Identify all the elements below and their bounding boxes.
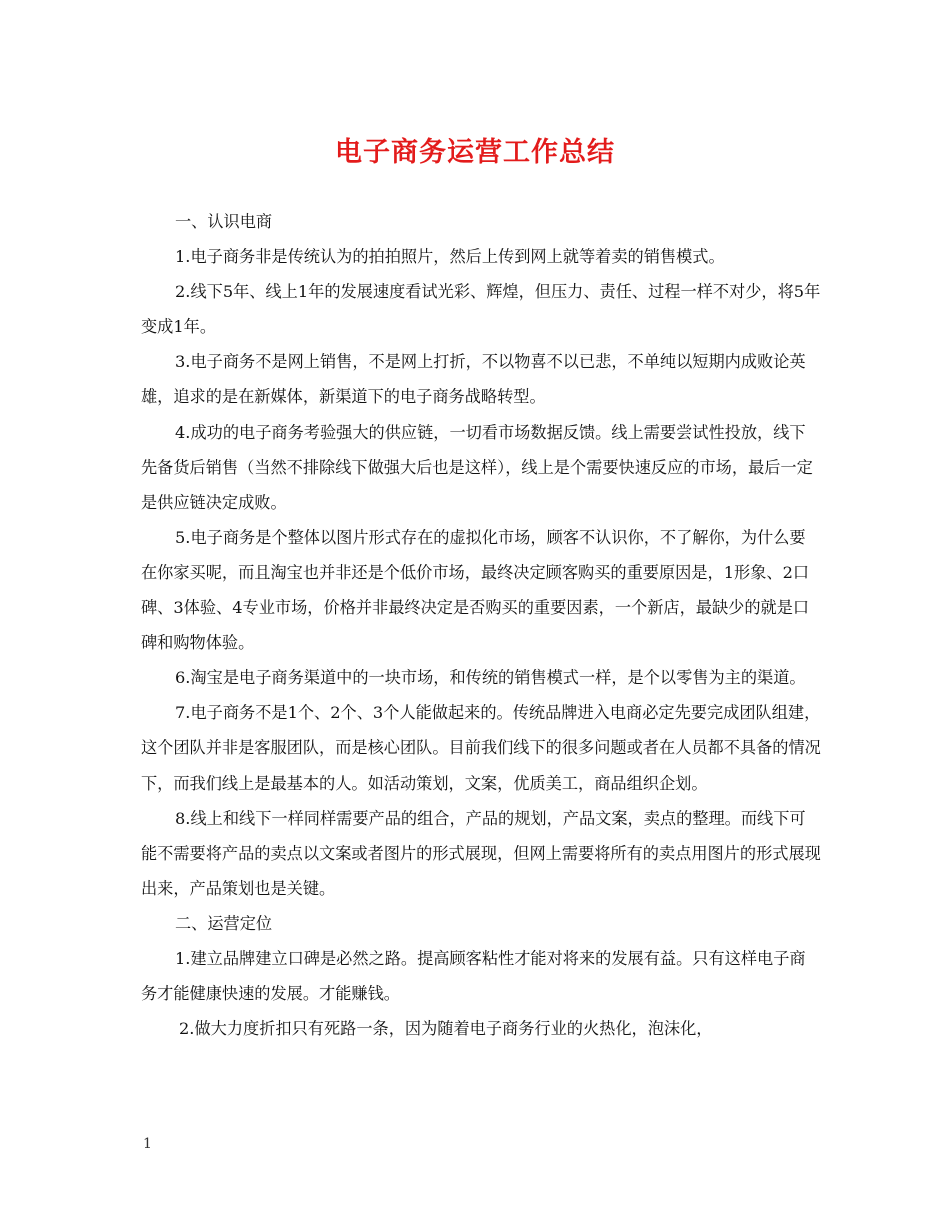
page-number: 1 bbox=[143, 1136, 152, 1152]
paragraph-1-8: 8.线上和线下一样同样需要产品的组合，产品的规划，产品文案，卖点的整理。而线下可能不需要将产品的卖点以文案或者图片的形式展现，但网上需要将所有的卖点用图片的形式展现出来，产品策划也是关键。 bbox=[141, 808, 821, 898]
paragraph-1-2: 2.线下5年、线上1年的发展速度看试光彩、辉煌，但压力、责任、过程一样不对少，将5年变成1年。 bbox=[141, 282, 821, 337]
section-heading-2: 二、运营定位 bbox=[175, 913, 273, 933]
paragraph-1-4: 4.成功的电子商务考验强大的供应链，一切看市场数据反馈。线上需要尝试性投放，线下先备货后销售（当然不排除线下做强大后也是这样），线上是个需要快速反应的市场，最后一定是供应链决定成败。 bbox=[141, 422, 813, 512]
document-body bbox=[141, 204, 821, 1046]
document-title: 电子商务运营工作总结 bbox=[335, 137, 615, 168]
paragraph-1-7: 7.电子商务不是1个、2个、3个人能做起来的。传统品牌进入电商必定先要完成团队组建，这个团队并非是客服团队，而是核心团队。目前我们线下的很多问题或者在人员都不具备的情况下，而我们线上是最基本的人。如活动策划，文案，优质美工，商品组织企划。 bbox=[141, 703, 821, 793]
paragraph-1-5: 5.电子商务是个整体以图片形式存在的虚拟化市场，顾客不认识你，不了解你，为什么要在你家买呢，而且淘宝也并非还是个低价市场，最终决定顾客购买的重要原因是，1形象、2口碑、3体验、4专业市场，价格并非最终决定是否购买的重要因素，一个新店，最缺少的就是口碑和购物体验。 bbox=[141, 527, 810, 653]
paragraph-1-6: 6.淘宝是电子商务渠道中的一块市场，和传统的销售模式一样，是个以零售为主的渠道。 bbox=[175, 668, 806, 688]
paragraph-1-1: 1.电子商务非是传统认为的拍拍照片，然后上传到网上就等着卖的销售模式。 bbox=[175, 247, 725, 267]
paragraph-1-3: 3.电子商务不是网上销售，不是网上打折，不以物喜不以已悲，不单纯以短期内成败论英雄，追求的是在新媒体，新渠道下的电子商务战略转型。 bbox=[141, 352, 806, 407]
paragraph-2-2: 2.做大力度折扣只有死路一条，因为随着电子商务行业的火热化，泡沫化， bbox=[179, 1019, 713, 1039]
section-heading-1: 一、认识电商 bbox=[175, 212, 273, 231]
paragraph-2-1: 1.建立品牌建立口碑是必然之路。提高顾客粘性才能对将来的发展有益。只有这样电子商务才能健康快速的发展。才能赚钱。 bbox=[141, 948, 806, 1004]
